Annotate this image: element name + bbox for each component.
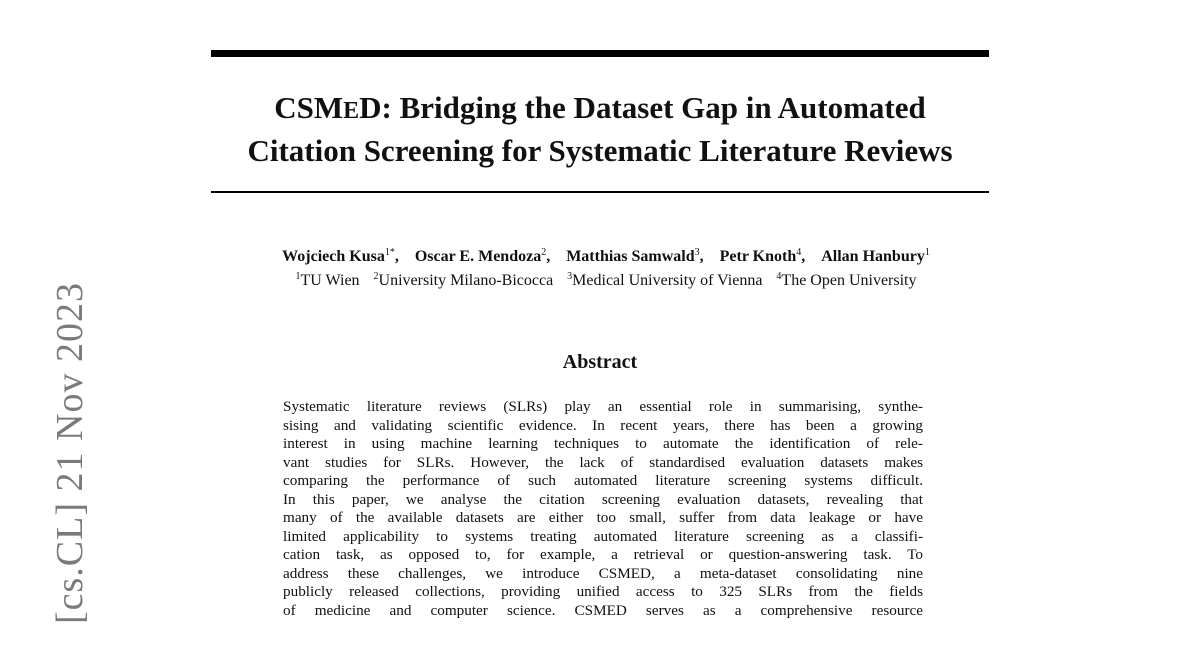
affiliation — [374, 272, 554, 289]
author: Oscar E. Mendoza$^2$, — [414, 247, 551, 265]
affiliation-marker: 4 — [776, 271, 782, 282]
abstract-line: In this paper, we analyse the citation screening evaluation datasets, revealing that — [283, 490, 923, 508]
author: Matthias Samwald$^3$, — [566, 247, 704, 265]
author-affil-marker: 2 — [541, 247, 547, 258]
arxiv-stamp: [cs.CL] 21 Nov 2023 — [49, 282, 91, 624]
title-rest: D: Bridging the Dataset Gap in Automated — [359, 90, 926, 125]
author-list — [0, 247, 1200, 267]
abstract-body — [283, 398, 923, 620]
title-bottom-rule — [211, 191, 989, 193]
author-name: Matthias Samwald — [566, 248, 695, 265]
affiliation-marker: 2 — [373, 271, 379, 282]
abstract-line: vant studies for SLRs. However, the lack of standardised evaluation datasets makes — [283, 453, 923, 471]
abstract-line: sising and validating scientific evidence. In recent years, there has been a growing — [283, 416, 923, 434]
author-affil-marker: 1 — [924, 247, 930, 258]
title-line-2: Citation Screening for Systematic Literature Reviews — [247, 133, 953, 168]
affiliation — [567, 272, 762, 289]
author-name: Wojciech Kusa — [282, 248, 385, 265]
abstract-line: many of the available datasets are either too small, suffer from data leakage or have — [283, 509, 923, 526]
abstract-heading: Abstract — [562, 351, 638, 373]
author-affil-marker: 1* — [384, 247, 395, 258]
author-name: Allan Hanbury — [821, 248, 925, 265]
affiliation-name: The Open University — [781, 272, 917, 289]
affiliation — [296, 272, 360, 289]
abstract-line: publicly released collections, providing unified access to 325 SLRs from the fields — [283, 583, 923, 600]
affiliation-name: Medical University of Vienna — [572, 272, 763, 289]
author-affil-marker: 3 — [694, 247, 700, 258]
affiliation-marker: 1 — [295, 271, 301, 282]
title-line-1 — [0, 88, 1200, 131]
abstract-line: limited applicability to systems treating automated literature screening as a classifi- — [283, 527, 923, 545]
abstract-line: comparing the performance of such automated literature screening systems difficult. — [283, 472, 923, 489]
affiliation-name: University Milano-Bicocca — [378, 272, 554, 289]
abstract-line: cation task, as opposed to, for example, a retrieval or question-answering task. To — [283, 546, 923, 563]
paper-title — [0, 88, 1200, 170]
author: Petr Knoth$^4$, — [719, 247, 806, 265]
author-affil-marker: 4 — [796, 247, 802, 258]
author-name: Petr Knoth — [719, 248, 797, 265]
abstract-line: address these challenges, we introduce CSMED, a meta-dataset consolidating nine — [283, 564, 923, 582]
title-top-rule — [211, 50, 989, 57]
author-name: Oscar E. Mendoza — [414, 248, 542, 265]
author — [821, 248, 930, 265]
abstract-line: interest in using machine learning techniques to automate the identification of rele- — [283, 435, 923, 452]
affiliation-marker: 3 — [567, 271, 573, 282]
abstract-line: Systematic literature reviews (SLRs) play an essential role in summarising, synthe- — [283, 398, 923, 415]
author: Wojciech Kusa$^{1*}$, — [282, 247, 399, 265]
affiliation-list — [0, 271, 1200, 291]
affiliation-name: TU Wien — [300, 272, 360, 289]
title-prefix: CSM — [274, 90, 344, 125]
affiliation — [776, 272, 916, 289]
title-smallcaps: E — [343, 98, 360, 124]
abstract-line: of medicine and computer science. CSMED serves as a comprehensive resource — [283, 601, 923, 619]
